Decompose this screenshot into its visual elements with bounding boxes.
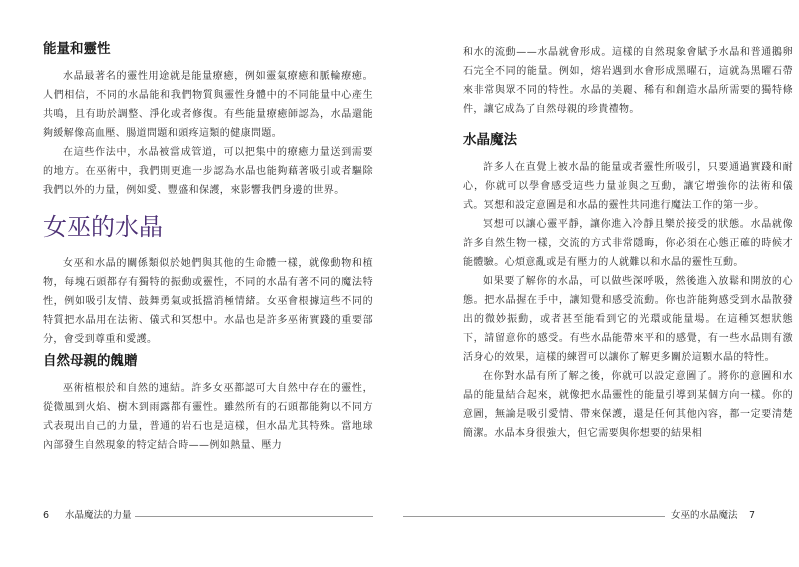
paragraph: 許多人在直覺上被水晶的能量或者靈性所吸引，只要通過實踐和耐心，你就可以學會感受這些力量並與之互動，讓它增強你的法術和儀式。冥想和設定意圖是和水晶的靈性共同進行魔法工作的第一步。 [463,162,793,211]
paragraph: 冥想可以讓心靈平靜，讓你進入冷靜且樂於接受的狀態。水晶就像許多自然生物一樣，交流的方式非常隱晦，你必須在心態正確的時候才能體驗。心煩意亂或是有壓力的人就難以和水晶的靈性互動。 [463,219,793,268]
heading-energy-spirituality: 能量和靈性 [43,41,111,57]
heading-mother-nature-gift: 自然母親的餽贈 [43,353,138,369]
paragraph: 女巫和水晶的關係類似於她們與其他的生命體一樣，就像動物和植物，每塊石頭都存有獨特的振動或靈性，不同的水晶有著不同的魔法特性，例如吸引友情、鼓舞勇氣或抵擋消極情緒。女巫會根據這些不同的特質把水晶用在法術、儀式和冥想中。水晶也是許多巫術實踐的重要部分，會受到尊重和愛護。 [43,258,373,345]
heading-witch-crystals: 女巫的水晶 [43,213,163,241]
footer-rule [135,516,373,517]
running-title: 女巫的水晶魔法 [671,510,738,521]
left-page [43,40,373,455]
page-number: 6 [43,510,50,521]
running-title: 水晶魔法的力量 [65,510,132,521]
paragraph: 巫術植根於和自然的連結。許多女巫都認可大自然中存在的靈性，從微風到火焰、樹木到雨露都有靈性。雖然所有的石頭都能夠以不同方式表現出自己的力量，普通的岩石也是這樣，但水晶尤其特殊。當地球內部發生自然現象的特定結合時——例如熱量、壓力 [43,383,373,451]
paragraph: 在你對水晶有所了解之後，你就可以設定意圖了。將你的意圖和水晶的能量結合起來，就像把水晶靈性的能量引導到某個方向一樣。你的意圖，無論是吸引愛情、帶來保護，還是任何其他內容，都一定要清楚簡潔。水晶本身很強大，但它需要與你想要的結果相 [463,371,793,439]
right-page [463,43,793,443]
page-number: 7 [749,510,756,521]
paragraph: 在這些作法中，水晶被當成管道，可以把集中的療癒力量送到需要的地方。在巫術中，我們則更進一步認為水晶也能夠藉著吸引或者驅除我們以外的力量，例如愛、豐盛和保護，來影響我們身邊的世界。 [43,147,373,196]
paragraph: 如果要了解你的水晶，可以做些深呼吸，然後進入放鬆和開放的心態。把水晶握在手中，讓知覺和感受流動。你也許能夠感受到水晶散發出的微妙振動，或者甚至能看到它的光環或能量場。在這種冥想狀態下，請留意你的感受。有些水晶能帶來平和的感覺，有一些水晶則有激活身心的效果，這樣的練習可以讓你了解更多關於這顆水晶的特性。 [463,276,793,363]
heading-crystal-magic: 水晶魔法 [463,132,517,148]
footer-rule [403,516,665,517]
paragraph: 水晶最著名的靈性用途就是能量療癒，例如靈氣療癒和脈輪療癒。人們相信，不同的水晶能和我們物質與靈性身體中的不同能量中心產生共鳴，且有助於調整、淨化或者修復。有些能量療癒師認為，水晶還能夠緩解像高血壓、腸道問題和頭疼這類的健康問題。 [43,71,373,139]
paragraph: 和水的流動——水晶就會形成。這樣的自然現象會賦予水晶和普通鵝卵石完全不同的能量。例如，熔岩遇到水會形成黑曜石，這就為黑曜石帶來非常與眾不同的特性。水晶的美麗、稀有和創造水晶所需要的獨特條件，讓它成為了自然母親的珍貴禮物。 [463,47,793,115]
